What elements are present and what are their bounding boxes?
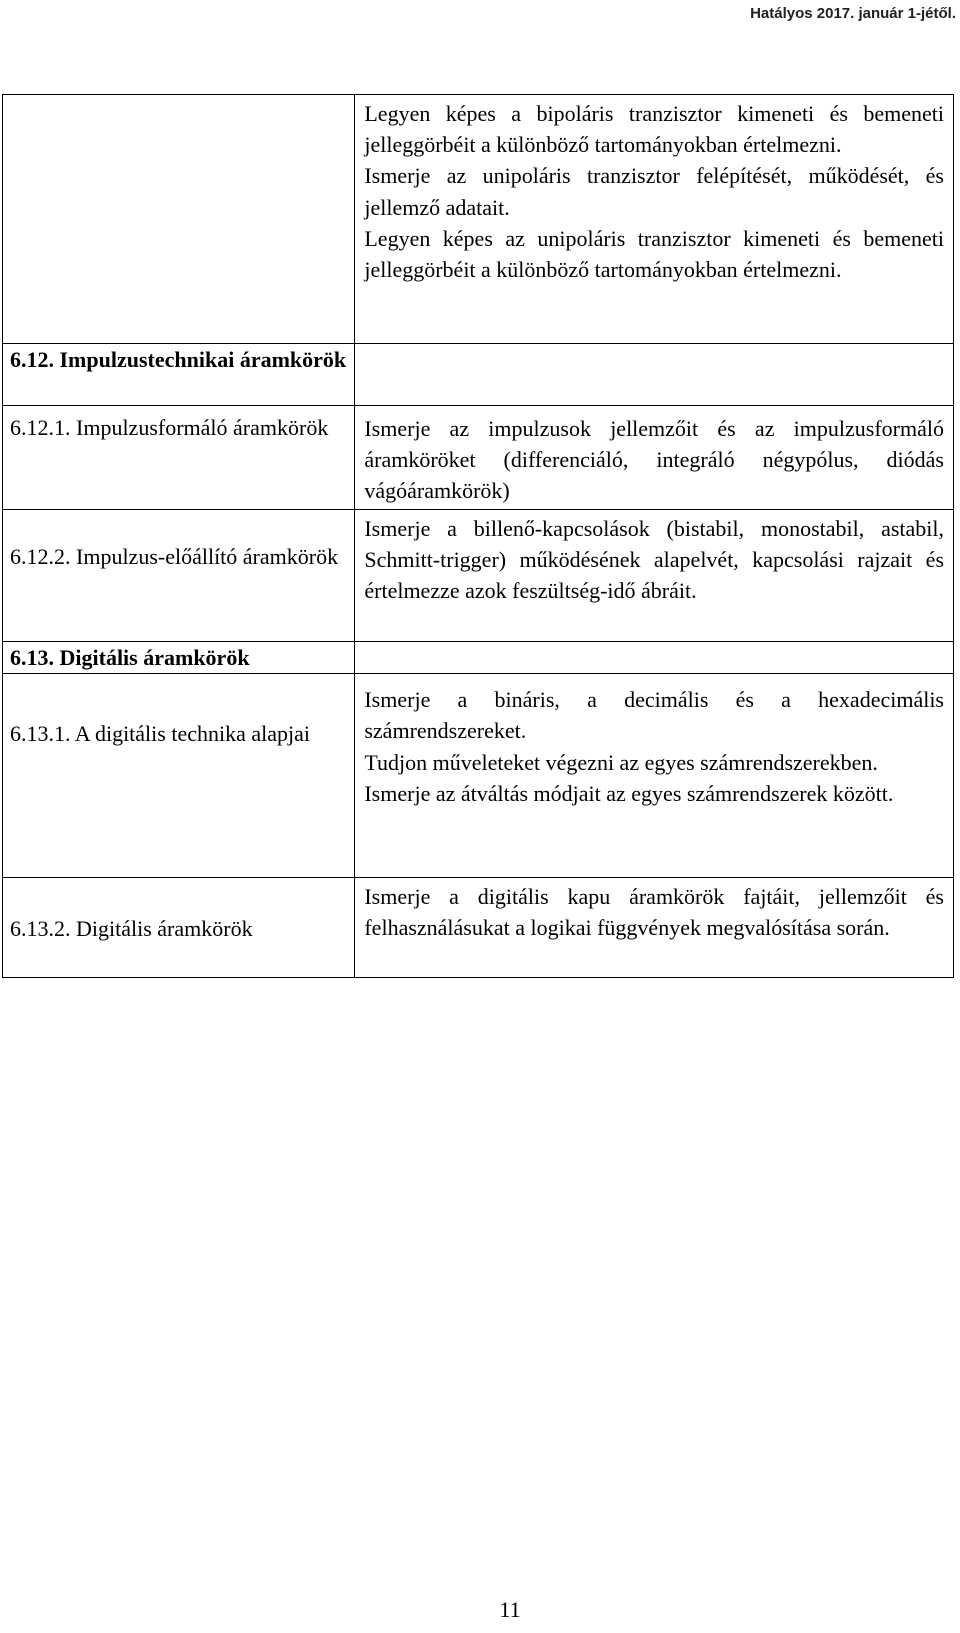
table-row xyxy=(3,95,954,344)
effective-date-header: Hatályos 2017. január 1-jétől. xyxy=(750,5,956,22)
section-title: 6.13. Digitális áramkörök xyxy=(10,645,250,670)
requirement-text: Ismerje a digitális kapu áramkörök fajtáit, jellemzőit és felhasználásukat a logikai függvények megvalósítása során. xyxy=(364,884,944,941)
requirement-text: Ismerje az unipoláris tranzisztor felépítését, működését, és jellemző adatait. xyxy=(364,163,944,220)
subsection-title: 6.12.2. Impulzus-előállító áramkörök xyxy=(10,544,339,569)
requirement-text: Ismerje az impulzusok jellemzőit és az impulzusformáló áramköröket (differenciáló, integráló négypólus, diódás vágóáramkörök) xyxy=(364,416,944,504)
requirement-cell xyxy=(355,878,954,978)
subsection-title: 6.12.1. Impulzusformáló áramkörök xyxy=(10,415,329,440)
subsection-title: 6.13.2. Digitális áramkörök xyxy=(10,916,253,942)
topic-cell xyxy=(3,878,355,978)
requirement-text: Ismerje a bináris, a decimális és a hexadecimális számrendszereket. xyxy=(364,687,944,744)
requirement-text: Legyen képes a bipoláris tranzisztor kimeneti és bemeneti jelleggörbéit a különböző tartományokban értelmezni. xyxy=(364,101,944,158)
table-row xyxy=(3,406,954,510)
table-row xyxy=(3,878,954,978)
requirement-text: Tudjon műveleteket végezni az egyes számrendszerekben. xyxy=(364,749,878,775)
requirement-cell xyxy=(355,674,954,878)
table-row xyxy=(3,510,954,642)
subsection-title: 6.13.1. A digitális technika alapjai xyxy=(10,721,310,747)
requirement-text: Ismerje az átváltás módjait az egyes számrendszerek között. xyxy=(364,780,894,806)
topic-cell xyxy=(3,674,355,878)
requirement-text: Ismerje a billenő-kapcsolások (bistabil, monostabil, astabil, Schmitt-trigger) működésének alapelvét, kapcsolási rajzait és értelmezze azok feszültség-idő ábráit. xyxy=(364,516,944,604)
section-title: 6.12. Impulzustechnikai áramkörök xyxy=(10,347,347,372)
curriculum-table xyxy=(2,94,954,978)
table-row xyxy=(3,344,954,406)
topic-cell xyxy=(3,344,355,406)
topic-cell xyxy=(3,510,355,642)
requirement-cell xyxy=(355,642,954,674)
table-row xyxy=(3,674,954,878)
table-row xyxy=(3,642,954,674)
requirement-cell xyxy=(355,95,954,344)
topic-cell xyxy=(3,406,355,510)
requirement-cell xyxy=(355,406,954,510)
topic-cell xyxy=(3,95,355,344)
page-number: 11 xyxy=(499,1597,521,1622)
topic-cell xyxy=(3,642,355,674)
requirement-cell xyxy=(355,344,954,406)
requirement-cell xyxy=(355,510,954,642)
requirement-text: Legyen képes az unipoláris tranzisztor kimeneti és bemeneti jelleggörbéit a különböző tartományokban értelmezni. xyxy=(364,225,944,283)
